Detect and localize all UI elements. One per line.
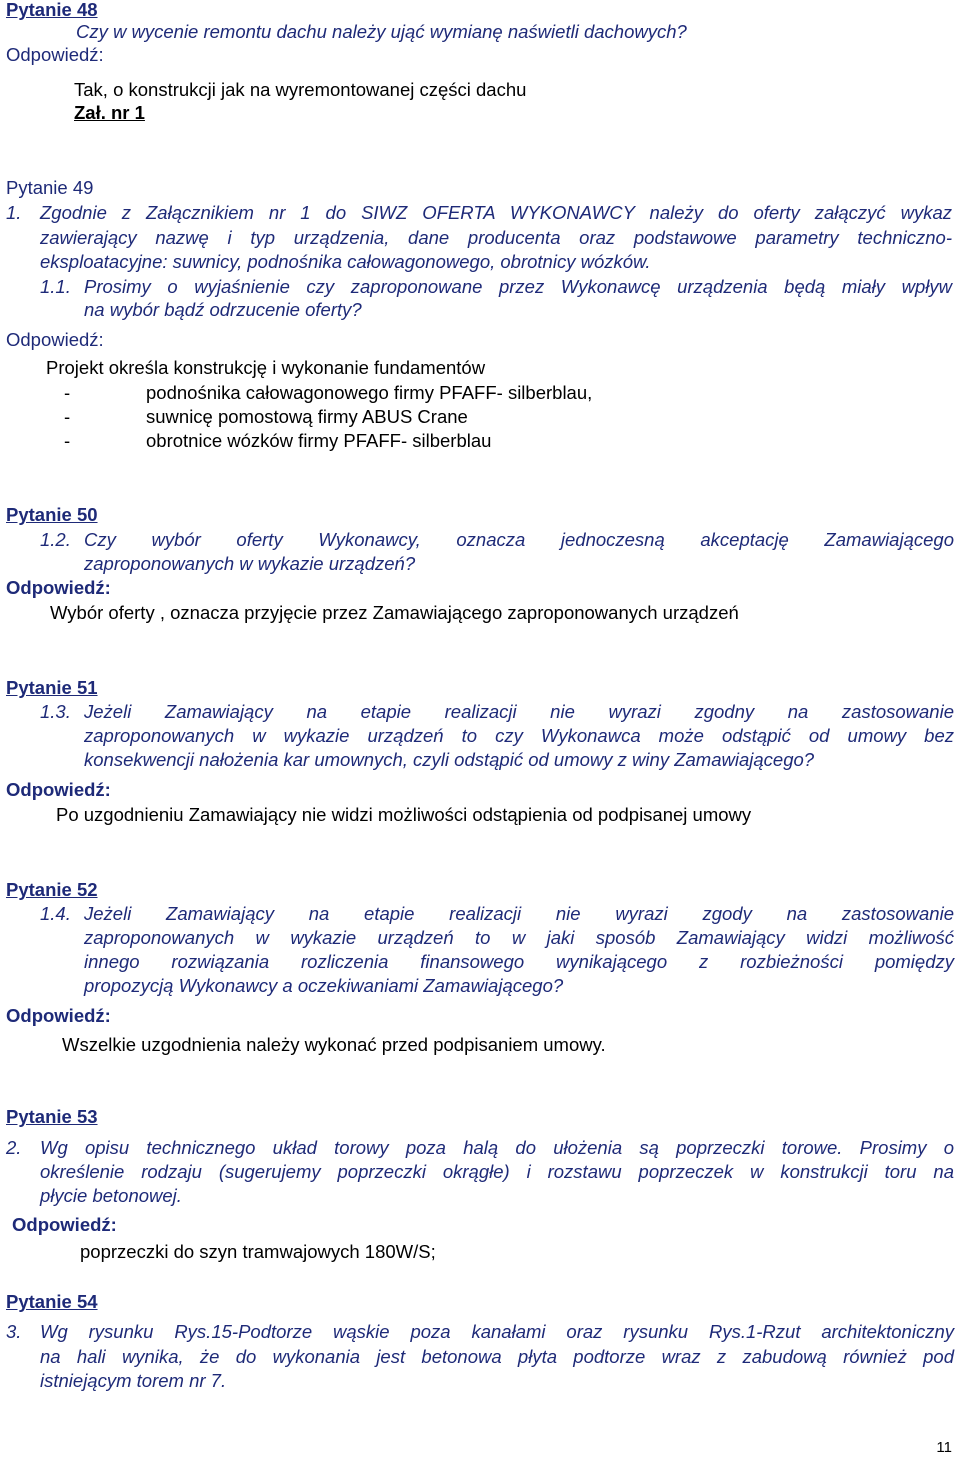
answer-52-label: Odpowiedź:	[6, 1005, 111, 1026]
page-number: 11	[936, 1439, 952, 1456]
question-54-line-2: na hali wynika, że do wykonania jest betonowa płyta podtorze wraz z zabudową również pod	[40, 1346, 954, 1367]
answer-49-item-3: obrotnice wózków firmy PFAFF- silberblau	[146, 430, 492, 451]
question-52-line-4: propozycją Wykonawcy a oczekiwaniami Zamawiającego?	[84, 975, 564, 996]
question-53-line-1: Wg opisu technicznego układ torowy poza halą do ułożenia są poprzeczki torowe. Prosimy o	[40, 1137, 954, 1158]
answer-49-bullet-2: -	[64, 406, 71, 427]
question-51-line-3: konsekwencji nałożenia kar umownych, czyli odstąpić od umowy z winy Zamawiającego?	[84, 749, 815, 770]
answer-48-text: Tak, o konstrukcji jak na wyremontowanej części dachu	[74, 79, 527, 100]
question-53-number: 2.	[6, 1137, 22, 1158]
question-49-item-1-1-number: 1.1.	[40, 276, 71, 297]
question-52-line-3: innego rozwiązania rozliczenia finansowego wynikającego z rozbieżności pomiędzy	[84, 951, 954, 972]
answer-48-label: Odpowiedź:	[6, 44, 104, 65]
question-50-number: 1.2.	[40, 529, 71, 550]
question-49-item-1-line-2: zawierający nazwę i typ urządzenia, dane producenta oraz podstawowe parametry techniczno-	[40, 227, 952, 248]
question-54-number: 3.	[6, 1321, 22, 1342]
question-49-item-1-line-1: Zgodnie z Załącznikiem nr 1 do SIWZ OFERTA WYKONAWCY należy do oferty załączyć wykaz	[40, 202, 952, 223]
answer-51-label: Odpowiedź:	[6, 779, 111, 800]
question-51-line-2: zaproponowanych w wykazie urządzeń to czy Wykonawca może odstąpić od umowy bez	[84, 725, 954, 746]
question-54-title: Pytanie 54	[6, 1291, 98, 1312]
answer-49-item-2: suwnicę pomostową firmy ABUS Crane	[146, 406, 468, 427]
question-52-line-2: zaproponowanych w wykazie urządzeń to w jaki sposób Zamawiający widzi możliwość	[84, 927, 954, 948]
question-48-title: Pytanie 48	[6, 0, 98, 20]
answer-53-text: poprzeczki do szyn tramwajowych 180W/S;	[80, 1241, 436, 1262]
answer-49-item-1: podnośnika całowagonowego firmy PFAFF- silberblau,	[146, 382, 593, 403]
answer-48-attachment: Zał. nr 1	[74, 102, 145, 123]
question-54-line-3: istniejącym torem nr 7.	[40, 1370, 227, 1391]
answer-50-label: Odpowiedź:	[6, 577, 111, 598]
question-49-item-1-1-line-1: Prosimy o wyjaśnienie czy zaproponowane przez Wykonawcę urządzenia będą miały wpływ	[84, 276, 952, 297]
answer-51-text: Po uzgodnieniu Zamawiający nie widzi możliwości odstąpienia od podpisanej umowy	[56, 804, 752, 825]
answer-52-text: Wszelkie uzgodnienia należy wykonać przed podpisaniem umowy.	[62, 1034, 606, 1055]
question-54-line-1: Wg rysunku Rys.15-Podtorze wąskie poza kanałami oraz rysunku Rys.1-Rzut architektoniczny	[40, 1321, 954, 1342]
question-52-title: Pytanie 52	[6, 879, 98, 900]
question-52-number: 1.4.	[40, 903, 71, 924]
question-51-title: Pytanie 51	[6, 677, 98, 698]
question-53-line-2: określenie rodzaju (sugerujemy poprzeczki okrągłe) i rozstawu poprzeczek w konstrukcji toru na	[40, 1161, 954, 1182]
question-48-text: Czy w wycenie remontu dachu należy ująć wymianę naświetli dachowych?	[76, 21, 687, 42]
question-50-line-1: Czy wybór oferty Wykonawcy, oznacza jednoczesną akceptację Zamawiającego	[84, 529, 954, 550]
answer-49-bullet-1: -	[64, 382, 71, 403]
question-49-item-1-number: 1.	[6, 202, 22, 223]
question-51-number: 1.3.	[40, 701, 71, 722]
answer-53-label: Odpowiedź:	[12, 1214, 117, 1235]
answer-49-bullet-3: -	[64, 430, 71, 451]
question-49-title: Pytanie 49	[6, 177, 94, 198]
question-53-title: Pytanie 53	[6, 1106, 98, 1127]
answer-50-text: Wybór oferty , oznacza przyjęcie przez Zamawiającego zaproponowanych urządzeń	[50, 602, 739, 623]
question-50-title: Pytanie 50	[6, 504, 98, 525]
question-49-item-1-1-line-2: na wybór bądź odrzucenie oferty?	[84, 299, 362, 320]
question-49-item-1-line-3: eksploatacyjne: suwnicy, podnośnika całowagonowego, obrotnicy wózków.	[40, 251, 651, 272]
answer-49-label: Odpowiedź:	[6, 329, 104, 350]
question-53-line-3: płycie betonowej.	[40, 1185, 182, 1206]
question-52-line-1: Jeżeli Zamawiający na etapie realizacji nie wyrazi zgody na zastosowanie	[84, 903, 954, 924]
answer-49-intro: Projekt określa konstrukcję i wykonanie fundamentów	[46, 357, 486, 378]
question-51-line-1: Jeżeli Zamawiający na etapie realizacji nie wyrazi zgodny na zastosowanie	[84, 701, 954, 722]
question-50-line-2: zaproponowanych w wykazie urządzeń?	[84, 553, 416, 574]
